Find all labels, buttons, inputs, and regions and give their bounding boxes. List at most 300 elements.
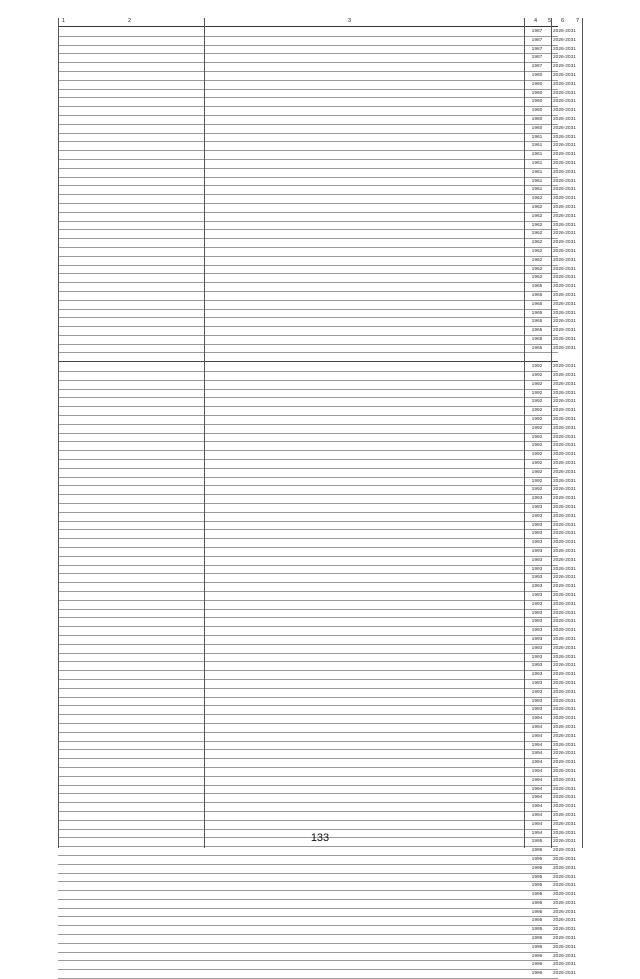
period-cell: 2026-2031 <box>553 513 576 519</box>
table-row <box>58 548 576 557</box>
table-row <box>58 486 576 495</box>
page-number: 133 <box>310 832 330 844</box>
table-row <box>58 46 576 55</box>
table-row <box>58 539 576 548</box>
period-cell: 2026-2031 <box>553 742 576 748</box>
period-cell: 2026-2031 <box>553 698 576 704</box>
table-row <box>58 917 576 926</box>
year-cell: 1996 <box>531 953 543 959</box>
year-cell: 1993 <box>531 636 543 642</box>
table-row <box>58 169 576 178</box>
table-row <box>58 416 576 425</box>
period-cell: 2026-2031 <box>553 953 576 959</box>
period-cell: 2026-2031 <box>553 909 576 915</box>
period-cell: 2026-2031 <box>553 284 576 290</box>
table-row <box>58 759 576 768</box>
table-row <box>58 944 576 953</box>
period-cell: 2026-2031 <box>553 345 576 351</box>
table-row <box>58 327 576 336</box>
year-cell: 1993 <box>531 628 543 634</box>
period-cell: 2026-2031 <box>553 777 576 783</box>
year-cell: 1993 <box>531 584 543 590</box>
year-cell: 1993 <box>531 496 543 502</box>
year-cell: 1992 <box>531 461 543 467</box>
period-cell: 2026-2031 <box>553 178 576 184</box>
year-cell: 1962 <box>531 231 543 237</box>
period-cell: 2026-2031 <box>553 724 576 730</box>
year-cell: 1996 <box>531 962 543 968</box>
period-cell: 2026-2031 <box>553 619 576 625</box>
table-row <box>58 689 576 698</box>
year-cell: 1965 <box>531 310 543 316</box>
period-cell: 2026-2031 <box>553 204 576 210</box>
year-cell: 1992 <box>531 364 543 370</box>
table-row <box>58 566 576 575</box>
header-col-2: 2 <box>128 18 132 24</box>
year-cell: 1960 <box>531 90 543 96</box>
table-header <box>58 18 580 27</box>
period-cell: 2026-2031 <box>553 425 576 431</box>
table-row <box>58 742 576 751</box>
period-cell: 2026-2031 <box>553 336 576 342</box>
year-cell: 1961 <box>531 160 543 166</box>
table-row <box>58 230 576 239</box>
period-cell: 2026-2031 <box>553 319 576 325</box>
year-cell: 1996 <box>531 944 543 950</box>
period-cell: 2026-2031 <box>553 213 576 219</box>
table-row <box>58 186 576 195</box>
table-row <box>58 134 576 143</box>
year-cell: 1994 <box>531 804 543 810</box>
year-cell: 1992 <box>531 478 543 484</box>
period-cell: 2026-2031 <box>553 918 576 924</box>
period-cell: 2026-2031 <box>553 549 576 555</box>
year-cell: 1995 <box>531 900 543 906</box>
year-cell: 1962 <box>531 257 543 263</box>
table-row <box>58 627 576 636</box>
period-cell: 2026-2031 <box>553 962 576 968</box>
year-cell: 1995 <box>531 865 543 871</box>
year-cell: 1993 <box>531 601 543 607</box>
year-cell: 1992 <box>531 381 543 387</box>
period-cell: 2026-2031 <box>553 478 576 484</box>
table-row <box>58 662 576 671</box>
table-row <box>58 557 576 566</box>
table-border-left <box>58 18 59 848</box>
year-cell: 1965 <box>531 328 543 334</box>
table-row <box>58 671 576 680</box>
table-row <box>58 821 576 830</box>
year-cell: 1992 <box>531 408 543 414</box>
table-row <box>58 812 576 821</box>
year-cell: 1961 <box>531 178 543 184</box>
table-row <box>58 794 576 803</box>
year-cell: 1992 <box>531 390 543 396</box>
table-row <box>58 504 576 513</box>
period-cell: 2026-2031 <box>553 116 576 122</box>
year-cell: 1992 <box>531 487 543 493</box>
table-row <box>58 107 576 116</box>
year-cell: 1965 <box>531 336 543 342</box>
year-cell: 1992 <box>531 443 543 449</box>
table-row <box>58 522 576 531</box>
table-row <box>58 909 576 918</box>
table-row <box>58 292 576 301</box>
year-cell: 1993 <box>531 610 543 616</box>
year-cell: 1987 <box>531 37 543 43</box>
period-cell: 2026-2031 <box>553 839 576 845</box>
table-column-divider <box>204 18 205 848</box>
period-cell: 2026-2031 <box>553 540 576 546</box>
period-cell: 2026-2031 <box>553 46 576 52</box>
table-column-divider <box>524 18 525 848</box>
period-cell: 2026-2031 <box>553 610 576 616</box>
table-row <box>58 618 576 627</box>
table-row <box>58 495 576 504</box>
year-cell: 1960 <box>531 72 543 78</box>
year-cell: 1960 <box>531 99 543 105</box>
year-cell: 1994 <box>531 768 543 774</box>
period-cell: 2026-2031 <box>553 328 576 334</box>
year-cell: 1993 <box>531 575 543 581</box>
table-row <box>58 926 576 935</box>
year-cell: 1995 <box>531 918 543 924</box>
table-row <box>58 451 576 460</box>
year-cell: 1996 <box>531 971 543 977</box>
period-cell: 2026-2031 <box>553 680 576 686</box>
period-cell: 2026-2031 <box>553 786 576 792</box>
period-cell: 2026-2031 <box>553 99 576 105</box>
table-row <box>58 98 576 107</box>
year-cell: 1995 <box>531 892 543 898</box>
year-cell: 1962 <box>531 275 543 281</box>
period-cell: 2026-2031 <box>553 81 576 87</box>
table-row <box>58 381 576 390</box>
period-cell: 2026-2031 <box>553 292 576 298</box>
period-cell: 2026-2031 <box>553 381 576 387</box>
table-row <box>58 698 576 707</box>
period-cell: 2026-2031 <box>553 557 576 563</box>
period-cell: 2026-2031 <box>553 266 576 272</box>
year-cell: 1961 <box>531 152 543 158</box>
period-cell: 2026-2031 <box>553 733 576 739</box>
year-cell: 1965 <box>531 345 543 351</box>
period-cell: 2026-2031 <box>553 64 576 70</box>
table-row <box>58 151 576 160</box>
table-row <box>58 390 576 399</box>
year-cell: 1994 <box>531 760 543 766</box>
period-cell: 2026-2031 <box>553 496 576 502</box>
year-cell: 1994 <box>531 786 543 792</box>
year-cell: 1962 <box>531 196 543 202</box>
period-cell: 2026-2031 <box>553 865 576 871</box>
year-cell: 1992 <box>531 399 543 405</box>
table-row <box>58 398 576 407</box>
year-cell: 1995 <box>531 927 543 933</box>
period-cell: 2026-2031 <box>553 37 576 43</box>
year-cell: 1994 <box>531 812 543 818</box>
period-cell: 2026-2031 <box>553 240 576 246</box>
year-cell: 1961 <box>531 169 543 175</box>
table-row <box>58 900 576 909</box>
period-cell: 2026-2031 <box>553 505 576 511</box>
period-cell: 2026-2031 <box>553 654 576 660</box>
period-cell: 2026-2031 <box>553 821 576 827</box>
year-cell: 1993 <box>531 505 543 511</box>
table-row <box>58 318 576 327</box>
year-cell: 1993 <box>531 522 543 528</box>
period-cell: 2026-2031 <box>553 848 576 854</box>
period-cell: 2026-2031 <box>553 187 576 193</box>
table-row <box>58 283 576 292</box>
table-row <box>58 469 576 478</box>
table-row <box>58 248 576 257</box>
table-row <box>58 786 576 795</box>
year-cell: 1960 <box>531 108 543 114</box>
year-cell: 1961 <box>531 134 543 140</box>
period-cell: 2026-2031 <box>553 900 576 906</box>
table-row <box>58 28 576 37</box>
table-row <box>58 195 576 204</box>
period-cell: 2026-2031 <box>553 301 576 307</box>
year-cell: 1987 <box>531 64 543 70</box>
year-cell: 1993 <box>531 513 543 519</box>
table-row <box>58 874 576 883</box>
table-row <box>58 372 576 381</box>
table-row <box>58 706 576 715</box>
year-cell: 1962 <box>531 222 543 228</box>
header-col-1: 1 <box>62 18 66 24</box>
period-cell: 2026-2031 <box>553 160 576 166</box>
year-cell: 1993 <box>531 689 543 695</box>
period-cell: 2026-2031 <box>553 892 576 898</box>
table-row <box>58 654 576 663</box>
table-row <box>58 891 576 900</box>
period-cell: 2026-2031 <box>553 373 576 379</box>
period-cell: 2026-2031 <box>553 672 576 678</box>
period-cell: 2026-2031 <box>553 645 576 651</box>
table-row <box>58 274 576 283</box>
table-row <box>58 160 576 169</box>
table-row <box>58 750 576 759</box>
table-body-bottom <box>58 363 576 979</box>
period-cell: 2026-2031 <box>553 566 576 572</box>
period-cell: 2026-2031 <box>553 108 576 114</box>
period-cell: 2026-2031 <box>553 830 576 836</box>
table-border-right <box>582 18 583 848</box>
period-cell: 2026-2031 <box>553 593 576 598</box>
year-cell: 1965 <box>531 292 543 298</box>
table-row <box>58 81 576 90</box>
year-cell: 1960 <box>531 125 543 131</box>
period-cell: 2026-2031 <box>553 804 576 810</box>
year-cell: 1994 <box>531 821 543 827</box>
year-cell: 1994 <box>531 777 543 783</box>
table-row <box>58 222 576 231</box>
period-cell: 2026-2031 <box>553 522 576 528</box>
period-cell: 2026-2031 <box>553 152 576 158</box>
table-row <box>58 935 576 944</box>
table-row <box>58 592 576 601</box>
table-row <box>58 63 576 72</box>
table-row <box>58 178 576 187</box>
period-cell: 2026-2031 <box>553 636 576 642</box>
year-cell: 1993 <box>531 663 543 669</box>
period-cell: 2026-2031 <box>553 487 576 493</box>
period-cell: 2026-2031 <box>553 584 576 590</box>
table-row <box>58 310 576 319</box>
period-cell: 2026-2031 <box>553 248 576 254</box>
period-cell: 2026-2031 <box>553 663 576 669</box>
table-body-top <box>58 28 576 353</box>
year-cell: 1993 <box>531 549 543 555</box>
header-col-6: 6 <box>561 18 565 24</box>
period-cell: 2026-2031 <box>553 531 576 537</box>
year-cell: 1995 <box>531 909 543 915</box>
table-row <box>58 425 576 434</box>
period-cell: 2026-2031 <box>553 856 576 862</box>
period-cell: 2026-2031 <box>553 275 576 281</box>
year-cell: 1993 <box>531 593 543 598</box>
table-row <box>58 768 576 777</box>
period-cell: 2026-2031 <box>553 390 576 396</box>
table-row <box>58 54 576 63</box>
table-row <box>58 142 576 151</box>
year-cell: 1965 <box>531 284 543 290</box>
year-cell: 1993 <box>531 698 543 704</box>
period-cell: 2026-2031 <box>553 628 576 634</box>
table-row <box>58 847 576 856</box>
section-row <box>58 353 558 362</box>
table-row <box>58 856 576 865</box>
year-cell: 1994 <box>531 716 543 722</box>
table-row <box>58 724 576 733</box>
period-cell: 2026-2031 <box>553 944 576 950</box>
table-row <box>58 777 576 786</box>
table-row <box>58 116 576 125</box>
year-cell: 1962 <box>531 248 543 254</box>
year-cell: 1993 <box>531 531 543 537</box>
table-row <box>58 733 576 742</box>
table-row <box>58 865 576 874</box>
year-cell: 1995 <box>531 856 543 862</box>
period-cell: 2026-2031 <box>553 689 576 695</box>
table-row <box>58 953 576 962</box>
period-cell: 2026-2031 <box>553 434 576 440</box>
period-cell: 2026-2031 <box>553 927 576 933</box>
header-col-3: 3 <box>348 18 352 24</box>
table-column-divider <box>551 18 552 848</box>
year-cell: 1993 <box>531 680 543 686</box>
table-row <box>58 636 576 645</box>
year-cell: 1962 <box>531 266 543 272</box>
table-row <box>58 601 576 610</box>
period-cell: 2026-2031 <box>553 768 576 774</box>
period-cell: 2026-2031 <box>553 29 576 34</box>
period-cell: 2026-2031 <box>553 760 576 766</box>
table-row <box>58 336 576 345</box>
period-cell: 2026-2031 <box>553 143 576 149</box>
period-cell: 2026-2031 <box>553 971 576 977</box>
year-cell: 1995 <box>531 848 543 854</box>
table-row <box>58 610 576 619</box>
period-cell: 2026-2031 <box>553 169 576 175</box>
period-cell: 2026-2031 <box>553 257 576 263</box>
header-col-7: 7 <box>576 18 580 24</box>
table-row <box>58 970 576 979</box>
table-row <box>58 239 576 248</box>
year-cell: 1994 <box>531 742 543 748</box>
period-cell: 2026-2031 <box>553 469 576 475</box>
table-row <box>58 803 576 812</box>
table-row <box>58 301 576 310</box>
year-cell: 1994 <box>531 751 543 757</box>
period-cell: 2026-2031 <box>553 707 576 713</box>
year-cell: 1994 <box>531 830 543 836</box>
period-cell: 2026-2031 <box>553 795 576 801</box>
period-cell: 2026-2031 <box>553 452 576 458</box>
table-row <box>58 530 576 539</box>
period-cell: 2026-2031 <box>553 575 576 581</box>
period-cell: 2026-2031 <box>553 716 576 722</box>
year-cell: 1993 <box>531 645 543 651</box>
table-row <box>58 513 576 522</box>
period-cell: 2026-2031 <box>553 196 576 202</box>
table-row <box>58 961 576 970</box>
table-row <box>58 37 576 46</box>
year-cell: 1962 <box>531 204 543 210</box>
table-row <box>58 583 576 592</box>
header-col-5: 5 <box>548 18 552 24</box>
table-row <box>58 90 576 99</box>
year-cell: 1993 <box>531 566 543 572</box>
table-row <box>58 213 576 222</box>
period-cell: 2026-2031 <box>553 90 576 96</box>
period-cell: 2026-2031 <box>553 72 576 78</box>
year-cell: 1994 <box>531 733 543 739</box>
year-cell: 1992 <box>531 417 543 423</box>
year-cell: 1987 <box>531 29 543 34</box>
table-row <box>58 125 576 134</box>
period-cell: 2026-2031 <box>553 883 576 889</box>
period-cell: 2026-2031 <box>553 222 576 228</box>
period-cell: 2026-2031 <box>553 310 576 316</box>
table-row <box>58 574 576 583</box>
year-cell: 1993 <box>531 654 543 660</box>
period-cell: 2026-2031 <box>553 55 576 61</box>
table-row <box>58 266 576 275</box>
year-cell: 1987 <box>531 46 543 52</box>
period-cell: 2026-2031 <box>553 125 576 131</box>
period-cell: 2026-2031 <box>553 417 576 423</box>
period-cell: 2026-2031 <box>553 134 576 140</box>
year-cell: 1992 <box>531 452 543 458</box>
table-row <box>58 882 576 891</box>
period-cell: 2026-2031 <box>553 751 576 757</box>
period-cell: 2026-2031 <box>553 364 576 370</box>
year-cell: 1992 <box>531 373 543 379</box>
header-col-4: 4 <box>534 18 538 24</box>
table-row <box>58 363 576 372</box>
table-row <box>58 345 576 354</box>
year-cell: 1965 <box>531 301 543 307</box>
table-row <box>58 715 576 724</box>
table-row <box>58 645 576 654</box>
table-row <box>58 407 576 416</box>
year-cell: 1992 <box>531 425 543 431</box>
table-row <box>58 680 576 689</box>
year-cell: 1994 <box>531 795 543 801</box>
